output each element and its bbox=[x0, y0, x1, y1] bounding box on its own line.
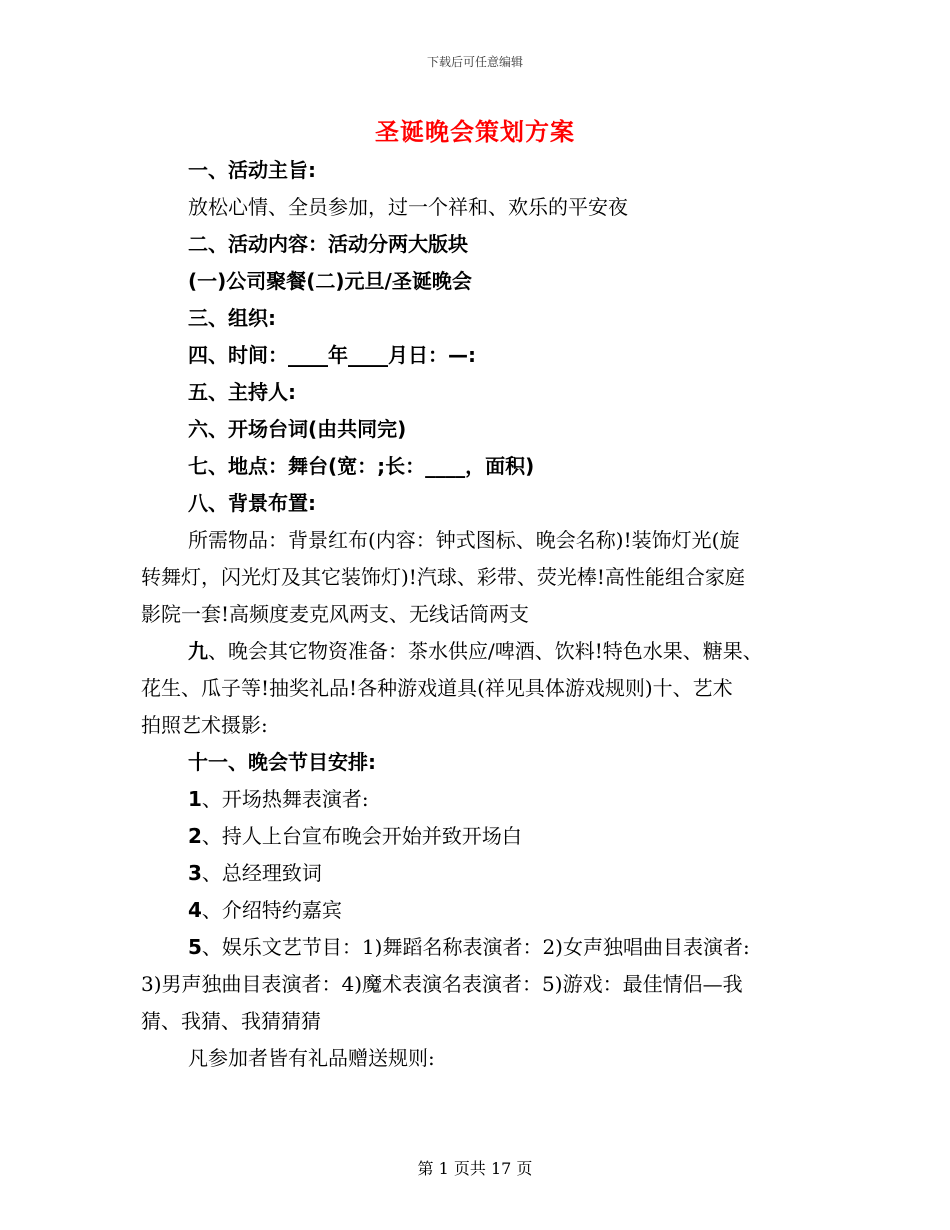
list-text: 、总经理致词 bbox=[201, 861, 322, 885]
document-title: 圣诞晚会策划方案 bbox=[375, 118, 575, 146]
paragraph-line: 放松心情、全员参加，过一个祥和、欢乐的平安夜 bbox=[188, 195, 628, 219]
section-heading: (一)公司聚餐(二)元旦/圣诞晚会 bbox=[188, 269, 472, 293]
list-item bbox=[188, 823, 522, 849]
header-note: 下载后可任意编辑 bbox=[426, 55, 523, 69]
paragraph-line: 猜、我猜、我猜猜猜 bbox=[141, 1009, 321, 1033]
section-heading: 三、组织: bbox=[188, 306, 276, 330]
list-text: 、开场热舞表演者: bbox=[201, 787, 369, 811]
section-heading: 六、开场台词(由共同完) bbox=[188, 417, 407, 441]
paragraph-line: 影院一套!高频度麦克风两支、无线话筒两支 bbox=[141, 602, 530, 626]
page-footer: 第 1 页共 17 页 bbox=[417, 1159, 533, 1178]
paragraph-text: 、晚会其它物资准备：茶水供应/啤酒、饮料!特色水果、糖果、 bbox=[208, 639, 763, 663]
section-number: 九 bbox=[188, 639, 208, 663]
section-heading: 八、背景布置: bbox=[188, 491, 316, 515]
list-number: 3 bbox=[188, 861, 202, 885]
paragraph-line bbox=[188, 638, 763, 664]
section-heading: 七、地点：舞台(宽：;长：____，面积) bbox=[188, 454, 535, 478]
list-text: 、娱乐文艺节目：1)舞蹈名称表演者：2)女声独唱曲目表演者: bbox=[201, 935, 750, 959]
paragraph-line: 花生、瓜子等!抽奖礼品!各种游戏道具(祥见具体游戏规则)十、艺术 bbox=[141, 676, 733, 700]
list-number: 5 bbox=[188, 935, 202, 959]
section-heading: 五、主持人: bbox=[188, 380, 296, 404]
section-heading: 一、活动主旨: bbox=[188, 158, 316, 182]
section-heading: 十一、晚会节目安排: bbox=[188, 750, 376, 774]
paragraph-line: 所需物品：背景红布(内容：钟式图标、晚会名称)!装饰灯光(旋 bbox=[188, 528, 740, 552]
paragraph-line: 拍照艺术摄影: bbox=[141, 713, 268, 737]
list-item bbox=[188, 934, 750, 960]
list-text: 、持人上台宣布晚会开始并致开场白 bbox=[201, 824, 522, 848]
list-item bbox=[188, 786, 369, 812]
list-item bbox=[188, 897, 342, 923]
paragraph-line: 转舞灯，闪光灯及其它装饰灯)!汽球、彩带、荧光棒!高性能组合家庭 bbox=[141, 565, 745, 589]
section-heading: 四、时间：____年____月日：—: bbox=[188, 343, 476, 367]
paragraph-line: 凡参加者皆有礼品赠送规则: bbox=[188, 1046, 435, 1070]
list-number: 1 bbox=[188, 787, 202, 811]
paragraph-line: 3)男声独曲目表演者：4)魔术表演名表演者：5)游戏：最佳情侣—我 bbox=[141, 972, 743, 996]
section-heading: 二、活动内容：活动分两大版块 bbox=[188, 232, 468, 256]
list-text: 、介绍特约嘉宾 bbox=[201, 898, 342, 922]
list-number: 2 bbox=[188, 824, 202, 848]
list-item bbox=[188, 860, 322, 886]
list-number: 4 bbox=[188, 898, 202, 922]
